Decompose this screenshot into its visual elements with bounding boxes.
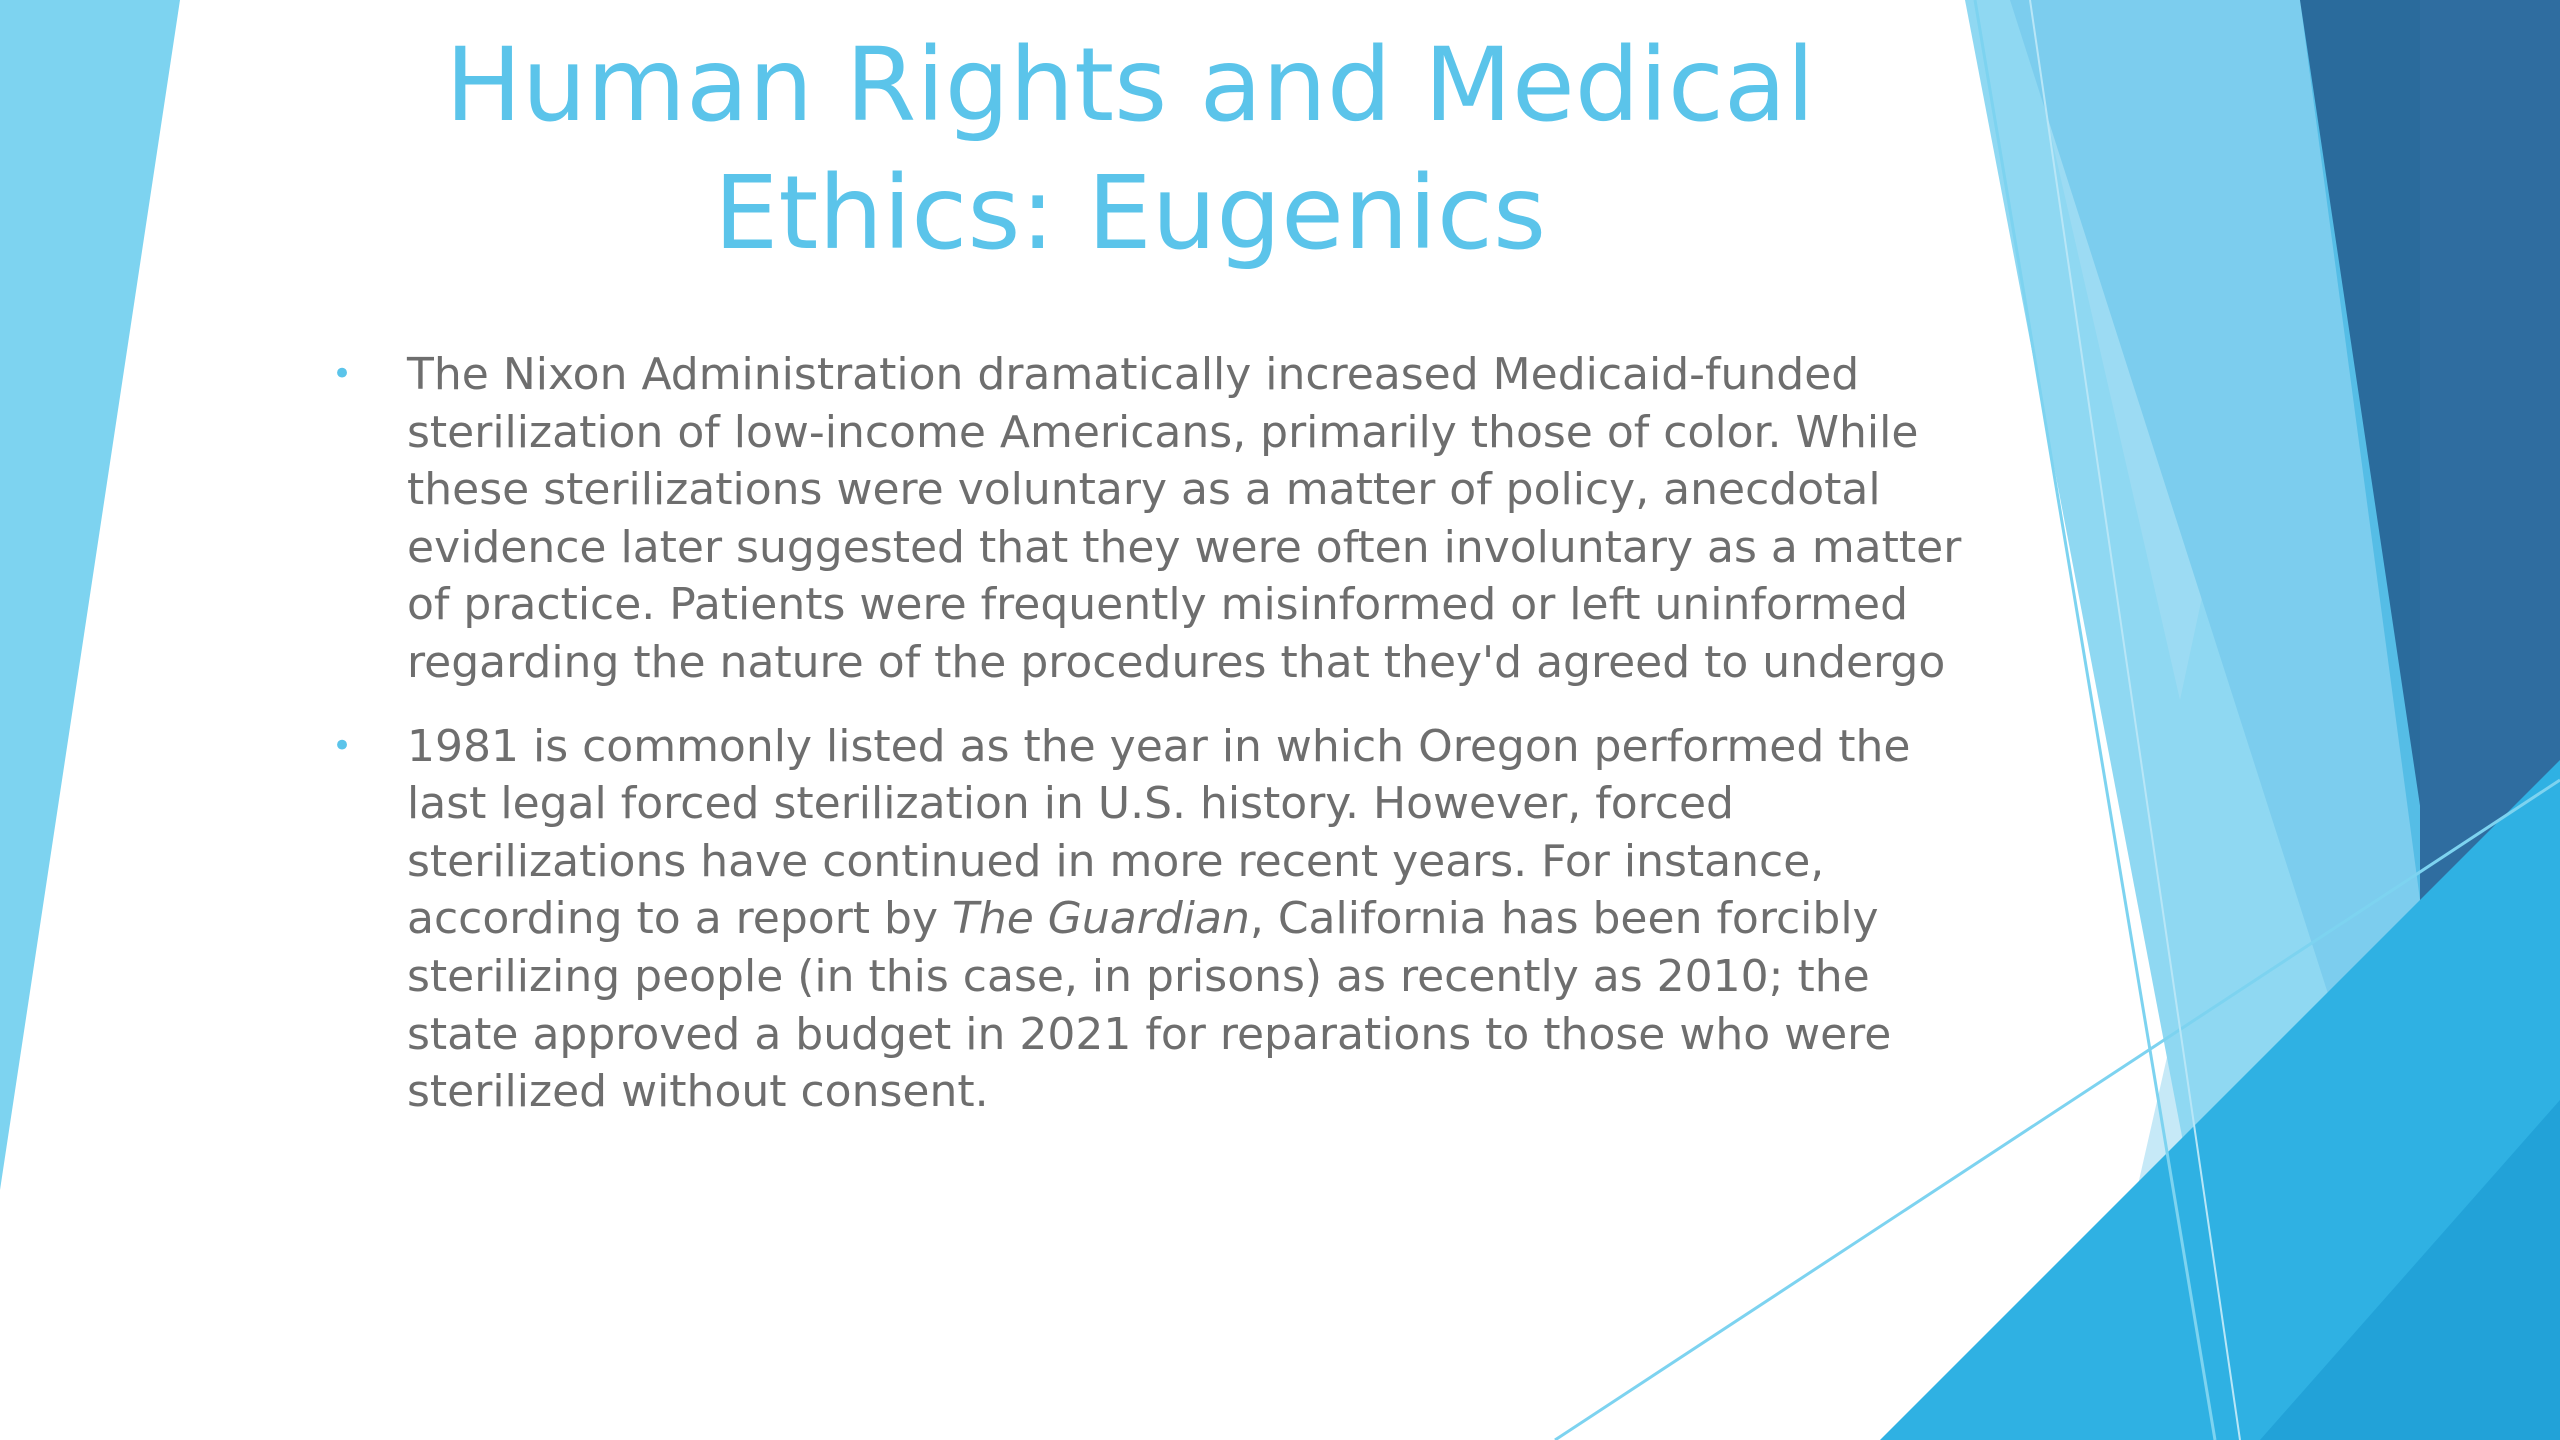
bullet-2-line: sterilized without consent. bbox=[407, 1066, 989, 1118]
bullet-2-line: state approved a budget in 2021 for reparations to those who were bbox=[407, 1008, 1892, 1060]
slide-content bbox=[326, 346, 1966, 1147]
title-line-1: Human Rights and Medical bbox=[445, 26, 1815, 145]
bullet-2-line-citation bbox=[407, 890, 1966, 948]
publication-name: The Guardian bbox=[951, 893, 1250, 945]
bullet-dot-icon: • bbox=[332, 354, 353, 394]
bullet-2-line: 1981 is commonly listed as the year in which Oregon performed the bbox=[407, 720, 1911, 772]
bullet-item-1 bbox=[326, 346, 1966, 692]
bullet-1-line: of practice. Patients were frequently misinformed or left uninformed bbox=[407, 579, 1909, 631]
bullet-item-2 bbox=[326, 718, 1966, 1121]
bullet-1-line: these sterilizations were voluntary as a matter of policy, anecdotal bbox=[407, 464, 1881, 516]
citation-suffix: , California has been forcibly bbox=[1249, 893, 1879, 945]
bullet-2-line: sterilizations have continued in more recent years. For instance, bbox=[407, 835, 1825, 887]
bullet-2-line: last legal forced sterilization in U.S. history. However, forced bbox=[407, 778, 1734, 830]
slide-title bbox=[360, 22, 1900, 278]
bullet-1-line: The Nixon Administration dramatically increased Medicaid-funded bbox=[407, 349, 1860, 400]
bullet-dot-icon: • bbox=[332, 725, 353, 766]
bullet-text-2 bbox=[407, 718, 1966, 1121]
bullet-text-1 bbox=[407, 346, 1966, 692]
title-line-2: Ethics: Eugenics bbox=[713, 154, 1547, 273]
left-accent-shape bbox=[0, 0, 180, 1190]
bullet-1-line: sterilization of low-income Americans, primarily those of color. While bbox=[407, 406, 1919, 458]
citation-prefix: according to a report by bbox=[407, 893, 952, 945]
bullet-2-line: sterilizing people (in this case, in prisons) as recently as 2010; the bbox=[407, 950, 1870, 1002]
bullet-1-line: regarding the nature of the procedures that they'd agreed to undergo bbox=[407, 636, 1946, 688]
bullet-1-line: evidence later suggested that they were often involuntary as a matter bbox=[407, 521, 1962, 573]
